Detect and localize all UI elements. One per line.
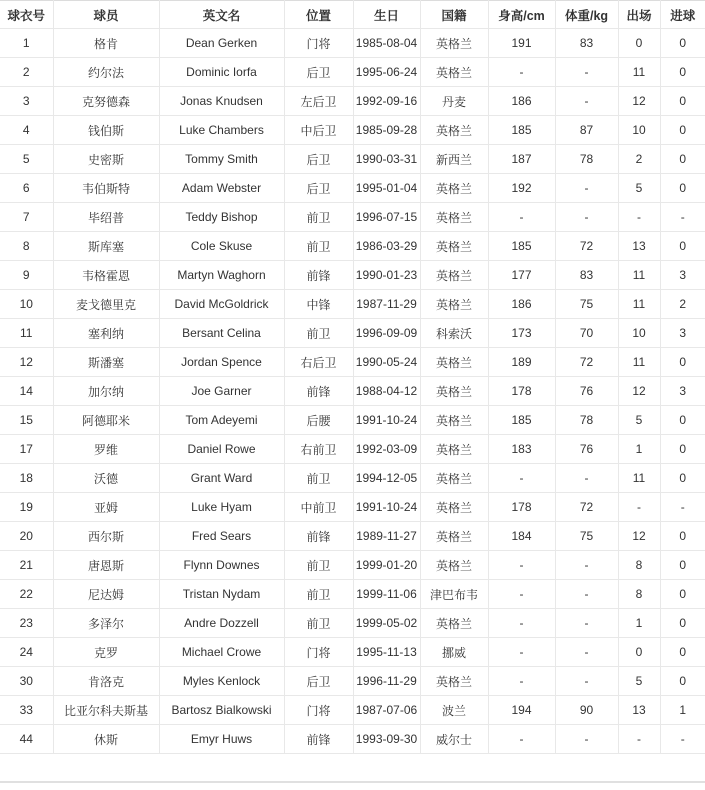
column-header: 生日 — [353, 1, 420, 29]
cell: 17 — [0, 435, 53, 464]
cell: - — [555, 174, 618, 203]
cell: 亚姆 — [53, 493, 159, 522]
cell: - — [488, 725, 555, 754]
cell: - — [488, 638, 555, 667]
table-row — [0, 435, 705, 464]
cell: - — [555, 203, 618, 232]
cell: 1995-06-24 — [353, 58, 420, 87]
cell: 72 — [555, 493, 618, 522]
table-row — [0, 58, 705, 87]
cell: 75 — [555, 290, 618, 319]
cell: 7 — [0, 203, 53, 232]
cell: 英格兰 — [420, 348, 488, 377]
cell: 中后卫 — [284, 116, 353, 145]
cell: 20 — [0, 522, 53, 551]
cell: - — [660, 203, 705, 232]
table-row — [0, 174, 705, 203]
cell: 11 — [618, 290, 660, 319]
cell: 0 — [618, 29, 660, 58]
cell: 185 — [488, 232, 555, 261]
column-header: 英文名 — [159, 1, 284, 29]
cell: 塞利纳 — [53, 319, 159, 348]
cell: 前卫 — [284, 551, 353, 580]
cell: 76 — [555, 435, 618, 464]
table-row — [0, 551, 705, 580]
cell: 格肯 — [53, 29, 159, 58]
cell: - — [618, 493, 660, 522]
cell: 1995-01-04 — [353, 174, 420, 203]
cell: 12 — [618, 377, 660, 406]
cell: Daniel Rowe — [159, 435, 284, 464]
cell: 肯洛克 — [53, 667, 159, 696]
cell: 1990-03-31 — [353, 145, 420, 174]
table-row — [0, 87, 705, 116]
header-row — [0, 1, 705, 29]
cell: 0 — [660, 522, 705, 551]
cell: 麦戈德里克 — [53, 290, 159, 319]
cell: 70 — [555, 319, 618, 348]
cell: 11 — [618, 261, 660, 290]
cell: Bartosz Bialkowski — [159, 696, 284, 725]
cell: 加尔纳 — [53, 377, 159, 406]
cell: 90 — [555, 696, 618, 725]
cell: 5 — [0, 145, 53, 174]
cell: 英格兰 — [420, 464, 488, 493]
cell: 中锋 — [284, 290, 353, 319]
cell: 1996-09-09 — [353, 319, 420, 348]
cell: 21 — [0, 551, 53, 580]
cell: 1992-03-09 — [353, 435, 420, 464]
table-row — [0, 406, 705, 435]
cell: 多泽尔 — [53, 609, 159, 638]
cell: - — [555, 464, 618, 493]
cell: 189 — [488, 348, 555, 377]
cell: 0 — [660, 667, 705, 696]
cell: 5 — [618, 174, 660, 203]
cell: 186 — [488, 87, 555, 116]
cell: 英格兰 — [420, 667, 488, 696]
cell: 22 — [0, 580, 53, 609]
table-row — [0, 493, 705, 522]
cell: Joe Garner — [159, 377, 284, 406]
cell: 英格兰 — [420, 551, 488, 580]
cell: 12 — [618, 522, 660, 551]
cell: 前卫 — [284, 203, 353, 232]
cell: 87 — [555, 116, 618, 145]
cell: 75 — [555, 522, 618, 551]
cell: Tristan Nydam — [159, 580, 284, 609]
cell: 后卫 — [284, 145, 353, 174]
cell: - — [660, 725, 705, 754]
cell: - — [555, 725, 618, 754]
cell: 5 — [618, 667, 660, 696]
cell: 沃德 — [53, 464, 159, 493]
cell: 0 — [660, 551, 705, 580]
cell: 13 — [618, 696, 660, 725]
column-header: 球员 — [53, 1, 159, 29]
cell: 12 — [0, 348, 53, 377]
cell: Myles Kenlock — [159, 667, 284, 696]
cell: 前锋 — [284, 261, 353, 290]
cell: 0 — [660, 87, 705, 116]
cell: 英格兰 — [420, 406, 488, 435]
cell: 1993-09-30 — [353, 725, 420, 754]
cell: 前锋 — [284, 725, 353, 754]
cell: 前卫 — [284, 319, 353, 348]
column-header: 国籍 — [420, 1, 488, 29]
cell: Andre Dozzell — [159, 609, 284, 638]
cell: 191 — [488, 29, 555, 58]
cell: 1996-11-29 — [353, 667, 420, 696]
cell: 前卫 — [284, 232, 353, 261]
cell: 1 — [660, 696, 705, 725]
table-row — [0, 464, 705, 493]
cell: 门将 — [284, 638, 353, 667]
cell: 0 — [618, 638, 660, 667]
table-row — [0, 696, 705, 725]
column-header: 进球 — [660, 1, 705, 29]
cell: 4 — [0, 116, 53, 145]
cell: 13 — [618, 232, 660, 261]
cell: 3 — [660, 261, 705, 290]
cell: 3 — [660, 377, 705, 406]
cell: 15 — [0, 406, 53, 435]
cell: 8 — [618, 551, 660, 580]
table-row — [0, 725, 705, 754]
cell: - — [555, 667, 618, 696]
cell: Luke Hyam — [159, 493, 284, 522]
cell: 5 — [618, 406, 660, 435]
cell: 波兰 — [420, 696, 488, 725]
cell: 前锋 — [284, 377, 353, 406]
cell: 23 — [0, 609, 53, 638]
cell: - — [555, 580, 618, 609]
cell: 右后卫 — [284, 348, 353, 377]
cell: 1999-05-02 — [353, 609, 420, 638]
cell: 8 — [618, 580, 660, 609]
cell: Grant Ward — [159, 464, 284, 493]
cell: 后卫 — [284, 58, 353, 87]
cell: 约尔法 — [53, 58, 159, 87]
cell: 0 — [660, 232, 705, 261]
cell: 83 — [555, 261, 618, 290]
cell: 2 — [660, 290, 705, 319]
cell: 1 — [0, 29, 53, 58]
cell: 3 — [0, 87, 53, 116]
cell: 英格兰 — [420, 261, 488, 290]
cell: Dean Gerken — [159, 29, 284, 58]
cell: - — [660, 493, 705, 522]
cell: 中前卫 — [284, 493, 353, 522]
cell: 尼达姆 — [53, 580, 159, 609]
cell: 英格兰 — [420, 29, 488, 58]
cell: 后卫 — [284, 174, 353, 203]
cell: Cole Skuse — [159, 232, 284, 261]
table-row — [0, 580, 705, 609]
cell: 1995-11-13 — [353, 638, 420, 667]
cell: 72 — [555, 232, 618, 261]
cell: Michael Crowe — [159, 638, 284, 667]
cell: Dominic Iorfa — [159, 58, 284, 87]
cell: Fred Sears — [159, 522, 284, 551]
column-header: 身高/cm — [488, 1, 555, 29]
cell: 阿德耶米 — [53, 406, 159, 435]
cell: 11 — [618, 58, 660, 87]
cell: 0 — [660, 174, 705, 203]
table-row — [0, 116, 705, 145]
cell: 斯库塞 — [53, 232, 159, 261]
cell: - — [488, 464, 555, 493]
cell: 罗维 — [53, 435, 159, 464]
table-row — [0, 522, 705, 551]
cell: 前卫 — [284, 580, 353, 609]
cell: 44 — [0, 725, 53, 754]
cell: 72 — [555, 348, 618, 377]
cell: 11 — [618, 464, 660, 493]
table-row — [0, 348, 705, 377]
cell: 11 — [618, 348, 660, 377]
table-body — [0, 29, 705, 754]
bottom-tail — [0, 783, 705, 790]
cell: 津巴布韦 — [420, 580, 488, 609]
table-row — [0, 203, 705, 232]
table-row — [0, 609, 705, 638]
cell: 0 — [660, 116, 705, 145]
cell: 斯潘塞 — [53, 348, 159, 377]
cell: 1996-07-15 — [353, 203, 420, 232]
cell: 休斯 — [53, 725, 159, 754]
cell: Adam Webster — [159, 174, 284, 203]
cell: 76 — [555, 377, 618, 406]
cell: 0 — [660, 609, 705, 638]
cell: 韦格霍恩 — [53, 261, 159, 290]
cell: - — [618, 203, 660, 232]
cell: - — [618, 725, 660, 754]
cell: - — [488, 551, 555, 580]
cell: 78 — [555, 145, 618, 174]
cell: 西尔斯 — [53, 522, 159, 551]
cell: 英格兰 — [420, 116, 488, 145]
cell: 1990-05-24 — [353, 348, 420, 377]
cell: - — [555, 638, 618, 667]
table-row — [0, 29, 705, 58]
column-header: 出场 — [618, 1, 660, 29]
cell: - — [488, 203, 555, 232]
column-header: 球衣号 — [0, 1, 53, 29]
cell: 克罗 — [53, 638, 159, 667]
cell: 门将 — [284, 29, 353, 58]
cell: 前锋 — [284, 522, 353, 551]
cell: 2 — [0, 58, 53, 87]
cell: 19 — [0, 493, 53, 522]
cell: 185 — [488, 406, 555, 435]
cell: Tom Adeyemi — [159, 406, 284, 435]
cell: 8 — [0, 232, 53, 261]
column-header: 位置 — [284, 1, 353, 29]
cell: - — [488, 667, 555, 696]
cell: 史密斯 — [53, 145, 159, 174]
cell: 30 — [0, 667, 53, 696]
cell: 科索沃 — [420, 319, 488, 348]
cell: - — [488, 609, 555, 638]
table-row — [0, 290, 705, 319]
cell: 左后卫 — [284, 87, 353, 116]
cell: 克努德森 — [53, 87, 159, 116]
cell: 1994-12-05 — [353, 464, 420, 493]
cell: 唐恩斯 — [53, 551, 159, 580]
cell: 1992-09-16 — [353, 87, 420, 116]
cell: 英格兰 — [420, 377, 488, 406]
cell: 1991-10-24 — [353, 493, 420, 522]
cell: Bersant Celina — [159, 319, 284, 348]
cell: 英格兰 — [420, 203, 488, 232]
cell: - — [488, 580, 555, 609]
table-row — [0, 319, 705, 348]
cell: 1987-11-29 — [353, 290, 420, 319]
cell: 11 — [0, 319, 53, 348]
cell: 0 — [660, 464, 705, 493]
cell: 钱伯斯 — [53, 116, 159, 145]
cell: 78 — [555, 406, 618, 435]
cell: Martyn Waghorn — [159, 261, 284, 290]
column-header: 体重/kg — [555, 1, 618, 29]
cell: 18 — [0, 464, 53, 493]
table-row — [0, 145, 705, 174]
cell: 185 — [488, 116, 555, 145]
cell: 0 — [660, 406, 705, 435]
cell: 毕绍普 — [53, 203, 159, 232]
bottom-gap — [0, 754, 705, 781]
cell: Tommy Smith — [159, 145, 284, 174]
cell: 24 — [0, 638, 53, 667]
cell: 6 — [0, 174, 53, 203]
cell: 英格兰 — [420, 290, 488, 319]
cell: - — [555, 58, 618, 87]
cell: 33 — [0, 696, 53, 725]
cell: 0 — [660, 29, 705, 58]
cell: 1987-07-06 — [353, 696, 420, 725]
cell: 83 — [555, 29, 618, 58]
cell: 威尔士 — [420, 725, 488, 754]
cell: - — [488, 58, 555, 87]
cell: 后腰 — [284, 406, 353, 435]
cell: 2 — [618, 145, 660, 174]
cell: 10 — [618, 116, 660, 145]
cell: 1988-04-12 — [353, 377, 420, 406]
cell: 1989-11-27 — [353, 522, 420, 551]
cell: 英格兰 — [420, 609, 488, 638]
cell: 0 — [660, 348, 705, 377]
cell: 门将 — [284, 696, 353, 725]
cell: 173 — [488, 319, 555, 348]
cell: 挪威 — [420, 638, 488, 667]
cell: 192 — [488, 174, 555, 203]
cell: 英格兰 — [420, 232, 488, 261]
cell: 187 — [488, 145, 555, 174]
cell: 9 — [0, 261, 53, 290]
cell: - — [555, 551, 618, 580]
cell: 1 — [618, 435, 660, 464]
table-row — [0, 377, 705, 406]
cell: 3 — [660, 319, 705, 348]
cell: Jonas Knudsen — [159, 87, 284, 116]
cell: 178 — [488, 377, 555, 406]
cell: 英格兰 — [420, 435, 488, 464]
cell: - — [555, 87, 618, 116]
table-row — [0, 232, 705, 261]
cell: 186 — [488, 290, 555, 319]
cell: 0 — [660, 58, 705, 87]
cell: 前卫 — [284, 609, 353, 638]
table-row — [0, 638, 705, 667]
cell: Teddy Bishop — [159, 203, 284, 232]
table-row — [0, 261, 705, 290]
cell: 英格兰 — [420, 174, 488, 203]
cell: 1985-08-04 — [353, 29, 420, 58]
cell: 10 — [618, 319, 660, 348]
cell: 后卫 — [284, 667, 353, 696]
cell: 14 — [0, 377, 53, 406]
cell: 177 — [488, 261, 555, 290]
cell: Jordan Spence — [159, 348, 284, 377]
cell: 英格兰 — [420, 493, 488, 522]
cell: 英格兰 — [420, 522, 488, 551]
cell: 前卫 — [284, 464, 353, 493]
cell: 0 — [660, 145, 705, 174]
cell: 178 — [488, 493, 555, 522]
cell: 右前卫 — [284, 435, 353, 464]
cell: 1 — [618, 609, 660, 638]
cell: Flynn Downes — [159, 551, 284, 580]
cell: 1985-09-28 — [353, 116, 420, 145]
cell: 英格兰 — [420, 58, 488, 87]
cell: 183 — [488, 435, 555, 464]
cell: 12 — [618, 87, 660, 116]
cell: 新西兰 — [420, 145, 488, 174]
cell: Luke Chambers — [159, 116, 284, 145]
cell: 1999-01-20 — [353, 551, 420, 580]
cell: 0 — [660, 638, 705, 667]
cell: 184 — [488, 522, 555, 551]
cell: 0 — [660, 435, 705, 464]
cell: Emyr Huws — [159, 725, 284, 754]
table-row — [0, 667, 705, 696]
cell: 韦伯斯特 — [53, 174, 159, 203]
cell: 194 — [488, 696, 555, 725]
cell: - — [555, 609, 618, 638]
cell: 0 — [660, 580, 705, 609]
cell: 10 — [0, 290, 53, 319]
cell: David McGoldrick — [159, 290, 284, 319]
cell: 1991-10-24 — [353, 406, 420, 435]
cell: 1990-01-23 — [353, 261, 420, 290]
cell: 1986-03-29 — [353, 232, 420, 261]
cell: 比亚尔科夫斯基 — [53, 696, 159, 725]
cell: 1999-11-06 — [353, 580, 420, 609]
cell: 丹麦 — [420, 87, 488, 116]
